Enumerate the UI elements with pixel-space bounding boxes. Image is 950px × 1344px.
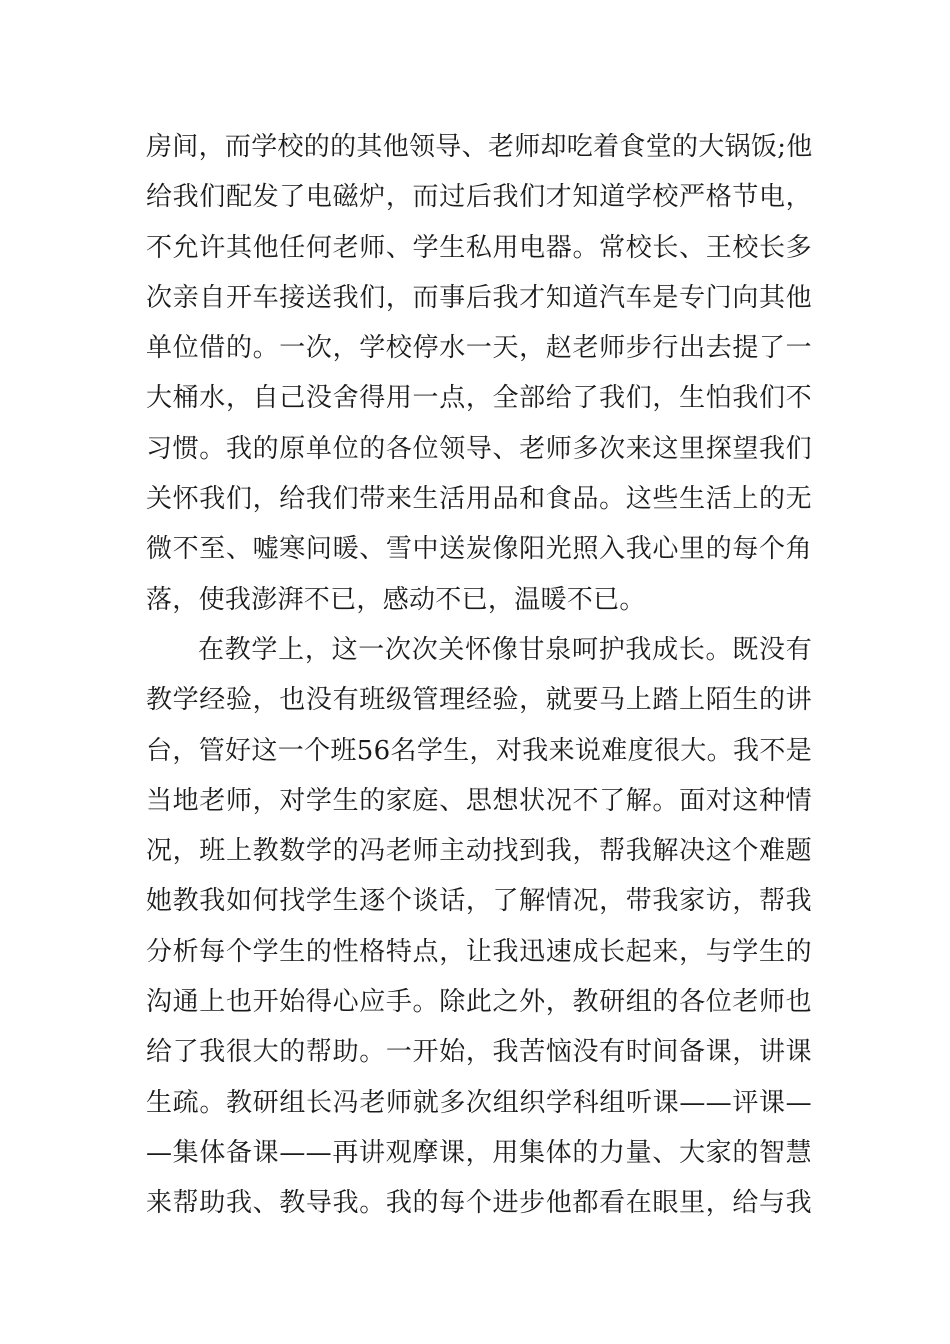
text-line: 分析每个学生的性格特点，让我迅速成长起来，与学生的 bbox=[146, 936, 812, 967]
paragraph-first-line: 在教学上，这一次次关怀像甘泉呵护我成长。既没有 bbox=[198, 634, 812, 665]
text-line: 关怀我们，给我们带来生活用品和食品。这些生活上的无 bbox=[146, 484, 812, 515]
text-line: 给我们配发了电磁炉，而过后我们才知道学校严格节电， bbox=[146, 182, 812, 213]
text-line: 沟通上也开始得心应手。除此之外，教研组的各位老师也 bbox=[146, 987, 812, 1018]
text-line: 习惯。我的原单位的各位领导、老师多次来这里探望我们 bbox=[146, 433, 812, 464]
text-line: 来帮助我、教导我。我的每个进步他都看在眼里，给与我 bbox=[146, 1188, 812, 1219]
text-line: 不允许其他任何老师、学生私用电器。常校长、王校长多 bbox=[146, 232, 812, 263]
text-line: 大桶水，自己没舍得用一点，全部给了我们，生怕我们不 bbox=[146, 383, 812, 414]
text-line: —集体备课——再讲观摩课，用集体的力量、大家的智慧 bbox=[146, 1137, 812, 1168]
body-text bbox=[146, 122, 812, 1229]
text-line: 况，班上教数学的冯老师主动找到我，帮我解决这个难题 bbox=[146, 836, 812, 867]
text-line: 次亲自开车接送我们，而事后我才知道汽车是专门向其他 bbox=[146, 282, 812, 313]
text-line: 单位借的。一次，学校停水一天，赵老师步行出去提了一 bbox=[146, 333, 812, 364]
text-line: 台，管好这一个班56名学生，对我来说难度很大。我不是 bbox=[146, 735, 812, 766]
text-line: 她教我如何找学生逐个谈话，了解情况，带我家访，帮我 bbox=[146, 886, 812, 917]
paragraph-end-line: 落，使我澎湃不已，感动不已，温暖不已。 bbox=[146, 584, 646, 615]
text-line: 生疏。教研组长冯老师就多次组织学科组听课——评课— bbox=[146, 1087, 812, 1118]
text-line: 教学经验，也没有班级管理经验，就要马上踏上陌生的讲 bbox=[146, 685, 812, 716]
text-line: 当地老师，对学生的家庭、思想状况不了解。面对这种情 bbox=[146, 785, 812, 816]
text-line: 房间，而学校的的其他领导、老师却吃着食堂的大锅饭;他 bbox=[146, 132, 813, 162]
text-line: 微不至、嘘寒问暖、雪中送炭像阳光照入我心里的每个角 bbox=[146, 534, 812, 565]
text-line: 给了我很大的帮助。一开始，我苦恼没有时间备课，讲课 bbox=[146, 1037, 812, 1068]
